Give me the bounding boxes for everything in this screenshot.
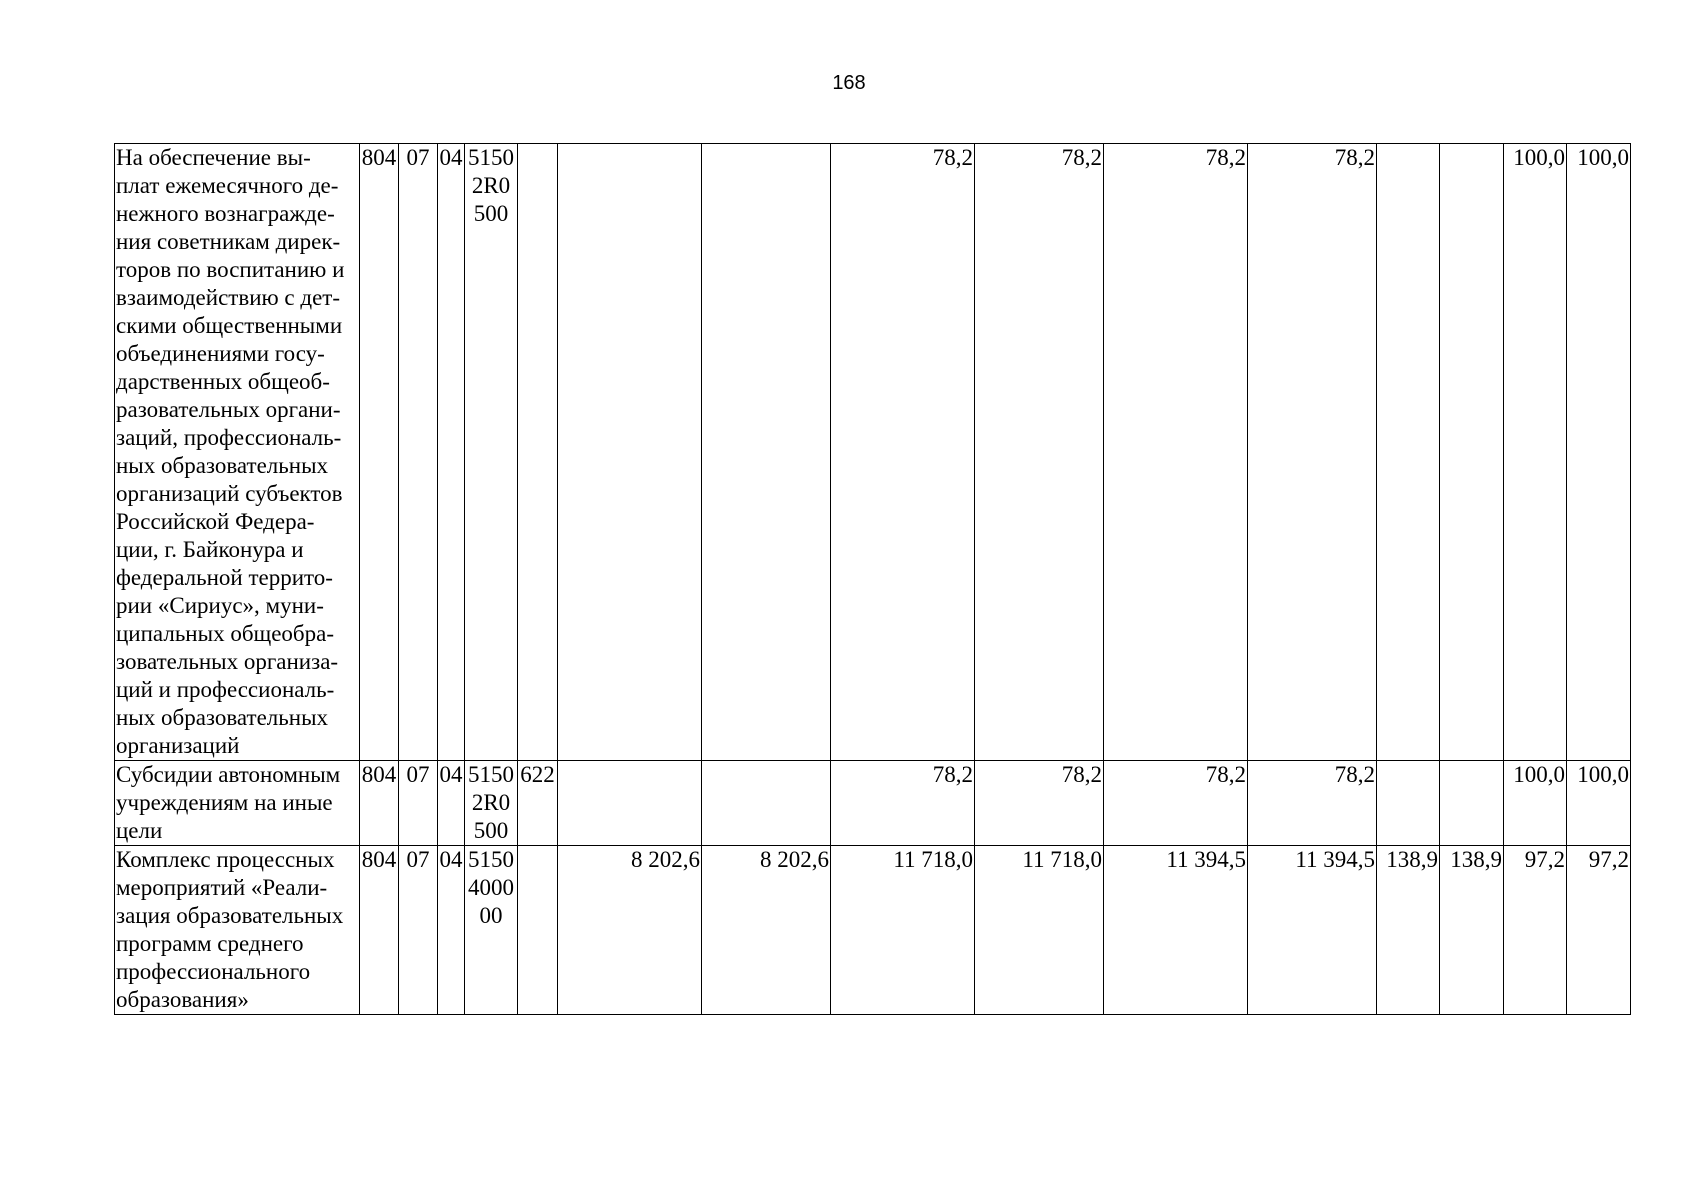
description-line: Комплекс процессных	[116, 847, 335, 872]
expense-type-code	[518, 846, 558, 1015]
expense-type-code: 622	[518, 761, 558, 846]
value-cell: 78,2	[831, 144, 975, 761]
description-line: мероприятий «Реали-	[116, 875, 328, 900]
expense-type-code	[518, 144, 558, 761]
value-cell: 100,0	[1504, 761, 1567, 846]
description-line: скими общественными	[116, 313, 343, 338]
description-line: учреждениям на иные	[116, 790, 333, 815]
page-number: 168	[832, 72, 866, 94]
target-article-line: 5150	[468, 145, 514, 170]
description-line: На обеспечение вы-	[116, 145, 311, 170]
value-cell: 78,2	[975, 761, 1104, 846]
description-line: организаций субъектов	[116, 481, 343, 506]
target-article-code	[465, 761, 518, 846]
value-cell: 11 718,0	[975, 846, 1104, 1015]
table-row	[115, 846, 1631, 1015]
value-cell	[1377, 761, 1440, 846]
value-cell	[702, 761, 831, 846]
description-line: нежного вознагражде-	[116, 201, 335, 226]
target-article-line: 4000	[468, 875, 514, 900]
value-cell: 97,2	[1567, 846, 1631, 1015]
description-line: программ среднего	[116, 931, 304, 956]
value-cell	[1440, 761, 1504, 846]
value-cell	[558, 761, 702, 846]
value-cell: 8 202,6	[558, 846, 702, 1015]
value-cell: 78,2	[1248, 761, 1377, 846]
description-line: цели	[116, 818, 163, 843]
section-code: 07	[399, 761, 438, 846]
target-article-line: 5150	[468, 847, 514, 872]
value-cell: 8 202,6	[702, 846, 831, 1015]
value-cell: 78,2	[831, 761, 975, 846]
description-line: ципальных общеобра-	[116, 621, 335, 646]
value-cell: 78,2	[1104, 761, 1248, 846]
value-cell	[1377, 144, 1440, 761]
target-article-code	[465, 144, 518, 761]
target-article-line: 500	[473, 201, 509, 226]
budget-table	[114, 143, 1631, 1015]
description-line: Субсидии автономным	[116, 762, 341, 787]
description-line: ных образовательных	[116, 453, 329, 478]
description-line: торов по воспитанию и	[116, 257, 345, 282]
row-description	[115, 761, 360, 846]
value-cell: 100,0	[1567, 761, 1631, 846]
description-line: взаимодействию с дет-	[116, 285, 341, 310]
value-cell: 78,2	[975, 144, 1104, 761]
value-cell	[558, 144, 702, 761]
description-line: ций и профессиональ-	[116, 677, 335, 702]
table-row	[115, 144, 1631, 761]
value-cell: 78,2	[1104, 144, 1248, 761]
description-line: ции, г. Байконура и	[116, 537, 304, 562]
ministry-code: 804	[360, 144, 399, 761]
description-line: федеральной террито-	[116, 565, 333, 590]
value-cell: 78,2	[1248, 144, 1377, 761]
table-row	[115, 761, 1631, 846]
row-description	[115, 144, 360, 761]
description-line: зовательных организа-	[116, 649, 339, 674]
subsection-code: 04	[438, 846, 465, 1015]
target-article-code	[465, 846, 518, 1015]
description-line: заций, профессиональ-	[116, 425, 342, 450]
description-line: зация образовательных	[116, 903, 344, 928]
value-cell: 11 394,5	[1104, 846, 1248, 1015]
description-line: рии «Сириус», муни-	[116, 593, 324, 618]
value-cell: 100,0	[1504, 144, 1567, 761]
description-line: Российской Федера-	[116, 509, 315, 534]
target-article-line: 00	[479, 903, 503, 928]
description-line: профессионального	[116, 959, 311, 984]
value-cell	[1440, 144, 1504, 761]
value-cell: 11 718,0	[831, 846, 975, 1015]
value-cell: 138,9	[1377, 846, 1440, 1015]
subsection-code: 04	[438, 761, 465, 846]
row-description	[115, 846, 360, 1015]
subsection-code: 04	[438, 144, 465, 761]
description-line: дарственных общеоб-	[116, 369, 330, 394]
target-article-line: 5150	[468, 762, 514, 787]
target-article-line: 500	[473, 818, 509, 843]
value-cell: 97,2	[1504, 846, 1567, 1015]
section-code: 07	[399, 144, 438, 761]
value-cell: 11 394,5	[1248, 846, 1377, 1015]
value-cell	[702, 144, 831, 761]
ministry-code: 804	[360, 761, 399, 846]
target-article-line: 2R0	[471, 790, 511, 815]
section-code: 07	[399, 846, 438, 1015]
ministry-code: 804	[360, 846, 399, 1015]
description-line: образования»	[116, 987, 249, 1012]
value-cell: 100,0	[1567, 144, 1631, 761]
description-line: объединениями госу-	[116, 341, 325, 366]
table-body	[115, 144, 1631, 1015]
target-article-line: 2R0	[471, 173, 511, 198]
description-line: плат ежемесячного де-	[116, 173, 339, 198]
description-line: ных образовательных	[116, 705, 329, 730]
description-line: разовательных органи-	[116, 397, 341, 422]
value-cell: 138,9	[1440, 846, 1504, 1015]
description-line: организаций	[116, 733, 240, 758]
description-line: ния советникам дирек-	[116, 229, 341, 254]
